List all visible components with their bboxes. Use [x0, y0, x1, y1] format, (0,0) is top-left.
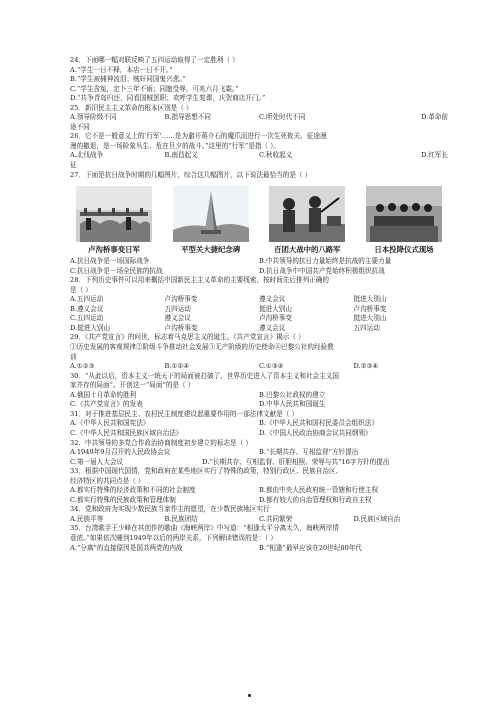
- q25-options: [70, 113, 448, 123]
- q32-option-c: C.第一届人大会议: [70, 457, 124, 466]
- q28-option-a-cell: 挺进大别山: [353, 295, 387, 304]
- q28-option-b-cell: 卢沟桥事变: [353, 304, 387, 313]
- q28-option-c-cell: 遵义会议: [164, 314, 191, 323]
- q27-option-b: B.中共领导的抗日力量始终是抗战的主要力量: [259, 257, 392, 266]
- q35-option-a: A.“分离”的直接原因是国共两党的内战: [70, 543, 183, 552]
- q29-option-b: B.①②④: [164, 362, 190, 371]
- q28-option-d-cell: 卢沟桥事变: [164, 323, 198, 332]
- q34-stem: 34．党和政府为实现少数民族当家作主的愿望，在少数民族地区实行: [70, 505, 270, 514]
- q28-option-a-cell: 遵义会议: [259, 295, 286, 304]
- q30-options-row1: [70, 391, 448, 401]
- photo-caption-4: 日本投降仪式现场: [374, 245, 434, 255]
- q26-options: [70, 151, 448, 161]
- q28-option-a-row: [70, 295, 448, 305]
- q24-option-d: D.“共争青岛归还，同看国贼罢职；欢呼学生复课，庆贺商店开门。”: [70, 94, 266, 103]
- q33-options-row1: [70, 486, 448, 496]
- q26-option-d: D.红军长: [421, 151, 448, 160]
- photo-caption-3: 百团大战中的八路军: [274, 245, 341, 255]
- q29-stem-line1: 29．《共产党宣言》的问世，标志着马克思主义的诞生。《共产党宣言》揭示（ ）: [70, 333, 305, 342]
- q28-option-d-cell: D.挺进大别山: [70, 323, 111, 332]
- q31-stem: 31．对于推进基层民主、农村民主制度建设起重要作用的一部法律文献是（ ）: [70, 409, 299, 418]
- q28-option-d-cell: 遵义会议: [259, 323, 286, 332]
- q26-stem-line1: 26．它不是一般意义上的‘行军’……是为避开蒋介石的魔爪而进行一次生死攸关、征途漫: [70, 132, 327, 141]
- q26-option-b: B.南昌起义: [164, 151, 198, 160]
- q31-option-b: B.《中华人民共和国村民委员会组织法》: [259, 419, 379, 428]
- q35-stem-line2: 意浓。”如果依次睡到1949年以后的两岸关系，下列解读错误的是：（ ）: [70, 533, 277, 542]
- q32-stem: 32．中共领导的多党合作政治协商制度初步建立的标志是（ ）: [70, 438, 252, 447]
- q29-option-c: C.①③④: [259, 362, 284, 371]
- q26-stem-line2: 漫的撤退，是一场险象丛生、危在旦夕的战斗。”这里的“行军”是指（ ）。: [70, 141, 281, 150]
- q24-option-a: A.“学生一日不释，本店一日不开。”: [70, 65, 173, 74]
- q30-option-c: C.《共产党宣言》的发表: [70, 400, 143, 409]
- q34-option-d: D.民族区域自治: [353, 514, 401, 523]
- q27-option-a: A.抗日战争是一场国际战争: [70, 257, 150, 266]
- q34-options: [70, 515, 448, 525]
- q28-option-b-row: [70, 305, 448, 315]
- photo-caption-1: 卢沟桥事变日军: [88, 245, 140, 255]
- q28-stem-line1: 28．下列历史事件可以用来概括中国新民主主义革命的主要线索，按时间先后排列正确的: [70, 276, 329, 285]
- q28-option-d-cell: 五四运动: [353, 323, 380, 332]
- q27-options-row1: [70, 257, 448, 267]
- q31-options-row1: [70, 419, 448, 429]
- q28-option-b-cell: 五四运动: [164, 304, 191, 313]
- q25-option-a: A.领导阶级不同: [70, 113, 117, 122]
- photo-pingxingguan-monument-image: [173, 186, 249, 242]
- photo-japanese-surrender-image: [366, 186, 442, 242]
- q27-options-row2: [70, 267, 448, 277]
- q29-options: [70, 362, 448, 372]
- q29-stem-line3: 训: [70, 352, 77, 361]
- q27-option-d: D.抗日战争中中国共产党始终积极组织抗战: [259, 266, 385, 275]
- q30-option-a: A.俄国十月革命的胜利: [70, 390, 137, 399]
- q32-option-b: B.“长期共存、互相监督”方针提出: [259, 448, 359, 457]
- q29-option-a: A.①②③: [70, 362, 95, 371]
- q28-option-d-row: [70, 324, 448, 334]
- q34-option-b: B.民族团结: [164, 514, 198, 523]
- q25-option-c: C.所处时代不同: [259, 113, 306, 122]
- q33-option-a: A.都实行特殊的经济政策和不同的社会制度: [70, 486, 196, 495]
- q28-option-c-row: [70, 314, 448, 324]
- photo-caption-2: 平型关大捷纪念碑: [181, 245, 241, 255]
- q28-option-c-cell: C.五四运动: [70, 314, 104, 323]
- photo-hundred-regiments-image: [269, 186, 345, 242]
- q31-option-c: C.《中华人民共和国民族区域自治法》: [70, 428, 183, 437]
- q28-option-b-cell: 挺进大别山: [259, 304, 292, 313]
- q33-options-row2: [70, 496, 448, 506]
- q29-stem-line2: ①历史发展的客观规律②阶级斗争推动社会发展③无产阶级的历史使命④巴黎公社的经验教: [70, 343, 334, 352]
- q26-option-d-wrap: 征: [70, 161, 77, 170]
- q29-option-d: D.②③④: [353, 362, 379, 371]
- q30-options-row2: [70, 400, 448, 410]
- q31-options-row2: [70, 429, 448, 439]
- q26-option-a: A.北伐战争: [70, 151, 104, 160]
- q33-option-b: B.都由中央人民政府统一管辖和行使主权: [259, 486, 379, 495]
- q30-stem-line2: 家并存的局面”。开创这一“局面”的是（ ）: [70, 381, 195, 390]
- q32-option-a: A.1949年9月召开的人民政协会议: [70, 448, 171, 457]
- q34-option-c: C.共同繁荣: [259, 514, 293, 523]
- q35-stem-line1: 35．台湾歌手王少峰在其创作的歌曲《海峡两岸》中写道：“相逢太平分离太久，海峡两岸情: [70, 524, 339, 533]
- q28-option-a-cell: 卢沟桥事变: [164, 295, 198, 304]
- q33-stem-line2: 经济特区的共同点是（ ）: [70, 476, 145, 485]
- q25-stem: 25．新旧民主主义革命的根本区别是（ ）: [70, 103, 193, 112]
- q30-option-b: B.巴黎公社政权的建立: [259, 390, 326, 399]
- q35-options-row1: [70, 544, 448, 554]
- q33-option-d: D.都有较大的自治管理权和行政自主权: [259, 495, 372, 504]
- q25-option-d-wrap: 途不同: [70, 122, 90, 131]
- q28-option-c-cell: 挺进大别山: [353, 314, 387, 323]
- q25-option-d: D.革命前: [421, 113, 448, 122]
- q24-stem: 24．下面哪一幅对联反映了五四运动取得了一定胜利（ ）: [70, 56, 239, 64]
- q24-option-c: C.“学生含冤，定卜三年不雨；同胞受辱，可兆六月飞霜。”: [70, 84, 239, 93]
- q25-option-b: B.指导思想不同: [164, 113, 212, 122]
- q33-stem-line1: 33．根据中国现代国情，党和政府在某些地区实行了特殊的政策，特别行政区、民族自治区、: [70, 467, 343, 476]
- q27-stem: 27．下面是抗日战争时期的几幅图片，综合这几幅图片，以下说法最恰当的是（ ）: [70, 170, 312, 179]
- q35-option-b: B.“相逢”最早应该在20世纪80年代: [259, 543, 362, 552]
- q31-option-d: D.《中国人民政治协商会议共同纲领》: [259, 428, 372, 437]
- page-footer-dot: [248, 694, 251, 697]
- photo-marco-polo-bridge-image: [76, 186, 152, 242]
- q28-option-b-cell: B.遵义会议: [70, 304, 104, 313]
- q28-option-a-cell: A.五四运动: [70, 295, 104, 304]
- q32-option-d: D.“长期共存、互相监督、肝胆相照、荣辱与共”16字方针的提出: [202, 457, 390, 466]
- q32-options-row2: [70, 458, 448, 468]
- q26-option-c: C.秋收起义: [259, 151, 293, 160]
- q33-option-c: C.都实行特殊的民族政策和管理体制: [70, 495, 176, 504]
- q28-stem-line2: 是（ ）: [70, 285, 92, 294]
- q34-option-a: A.民族平等: [70, 514, 104, 523]
- q32-options-row1: [70, 448, 448, 458]
- q27-photo-strip: [76, 186, 442, 242]
- q27-option-c: C.抗日战争是一场全民族的抗战: [70, 266, 163, 275]
- q27-photo-captions: [76, 244, 442, 255]
- q24-option-b: B.“学生被捕神流泪；贼奸同国鬼兴悲。”: [70, 75, 186, 84]
- q31-option-a: A.《中华人民共和国宪法》: [70, 419, 150, 428]
- q30-option-d: D.中华人民共和国诞生: [259, 400, 326, 409]
- q30-stem-line1: 30．“从此以后，资本主义一统天下的局面被打破了，世界历史进入了资本主义和社会主义国: [70, 371, 339, 380]
- q28-option-c-cell: 卢沟桥事变: [259, 314, 292, 323]
